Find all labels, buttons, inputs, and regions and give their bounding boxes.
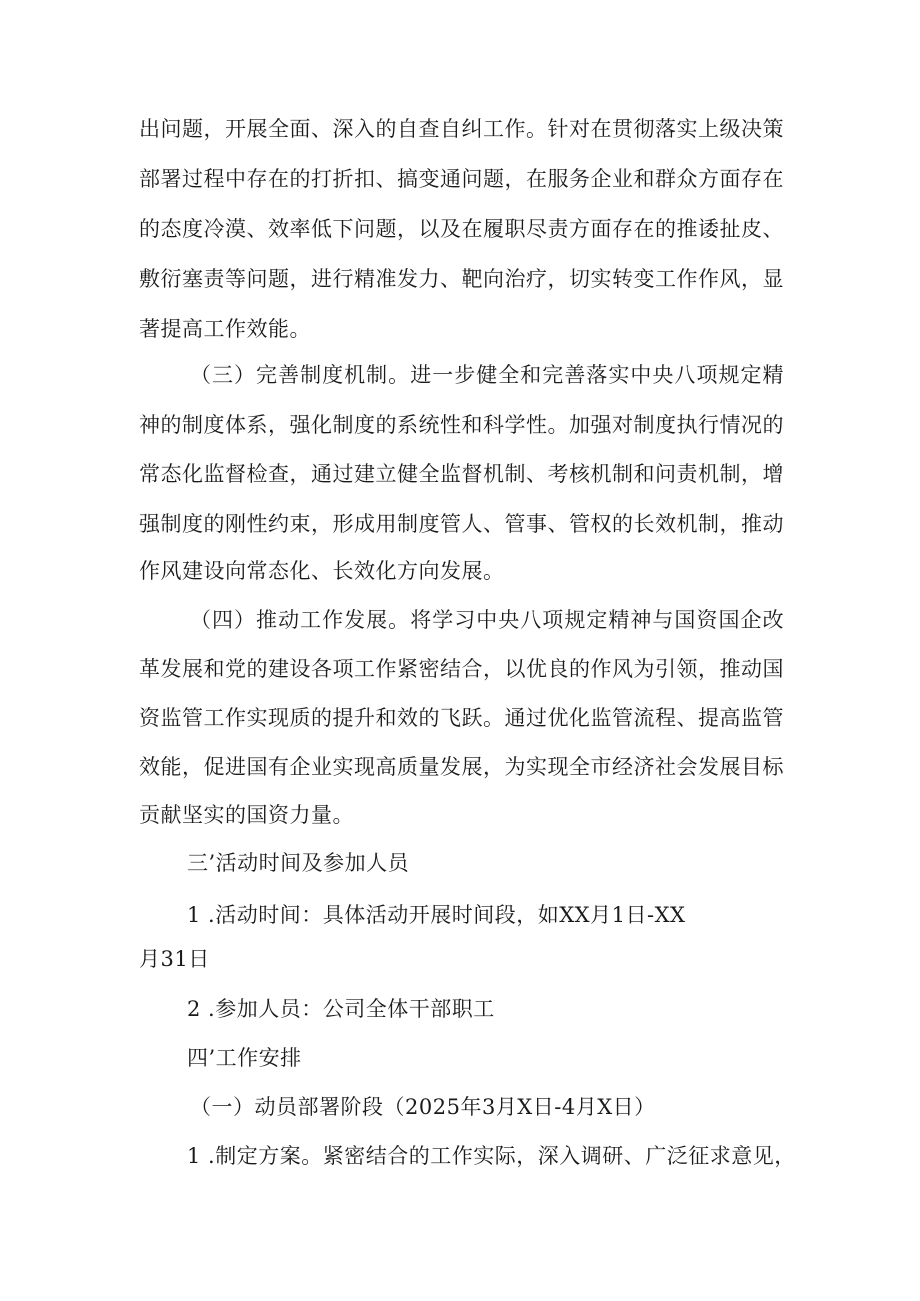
item-1-line-1: 1 .活动时间：具体活动开展时间段，如XX月1日-XX <box>187 903 686 927</box>
section-3-heading: 三’活动时间及参加人员 <box>187 851 410 875</box>
paragraph-3-line-1: （四）推动工作发展。将学习中央八项规定精神与国资国企改 <box>190 608 784 632</box>
paragraph-3-line-3: 资监管工作实现质的提升和效的飞跃。通过优化监管流程、提高监管 <box>139 706 784 730</box>
paragraph-1-line-5: 著提高工作效能。 <box>139 317 311 341</box>
paragraph-1-line-4: 敷衍塞责等问题，进行精准发力、靶向治疗，切实转变工作作风，显 <box>139 267 784 291</box>
paragraph-3-line-5: 贡献坚实的国资力量。 <box>139 803 354 827</box>
paragraph-1-line-1: 出问题，开展全面、深入的自查自纠工作。针对在贯彻落实上级决策 <box>139 117 784 141</box>
item-2: 2 .参加人员：公司全体干部职工 <box>187 997 495 1021</box>
paragraph-1-line-2: 部署过程中存在的打折扣、搞变通问题，在服务企业和群众方面存在 <box>139 167 784 191</box>
paragraph-2-line-1: （三）完善制度机制。进一步健全和完善落实中央八项规定精 <box>190 363 784 387</box>
paragraph-2-line-3: 常态化监督检查，通过建立健全监督机制、考核机制和问责机制，增 <box>139 462 784 486</box>
item-1-line-2: 月31日 <box>139 947 210 971</box>
paragraph-3-line-4: 效能，促进国有企业实现高质量发展，为实现全市经济社会发展目标 <box>139 755 784 779</box>
paragraph-2-line-5: 作风建设向常态化、长效化方向发展。 <box>139 559 505 583</box>
section-4-heading: 四’工作安排 <box>187 1046 302 1070</box>
subsection-1-heading: （一）动员部署阶段（2025年3月X日-4月X日） <box>190 1095 656 1119</box>
paragraph-1-line-3: 的态度冷漠、效率低下问题，以及在履职尽责方面存在的推诿扯皮、 <box>139 217 784 241</box>
paragraph-2-line-4: 强制度的刚性约束，形成用制度管人、管事、管权的长效机制，推动 <box>139 512 784 536</box>
item-3: 1 .制定方案。紧密结合的工作实际，深入调研、广泛征求意见， <box>187 1144 796 1168</box>
paragraph-3-line-2: 革发展和党的建设各项工作紧密结合，以优良的作风为引领，推动国 <box>139 657 784 681</box>
paragraph-2-line-2: 神的制度体系，强化制度的系统性和科学性。加强对制度执行情况的 <box>139 413 784 437</box>
